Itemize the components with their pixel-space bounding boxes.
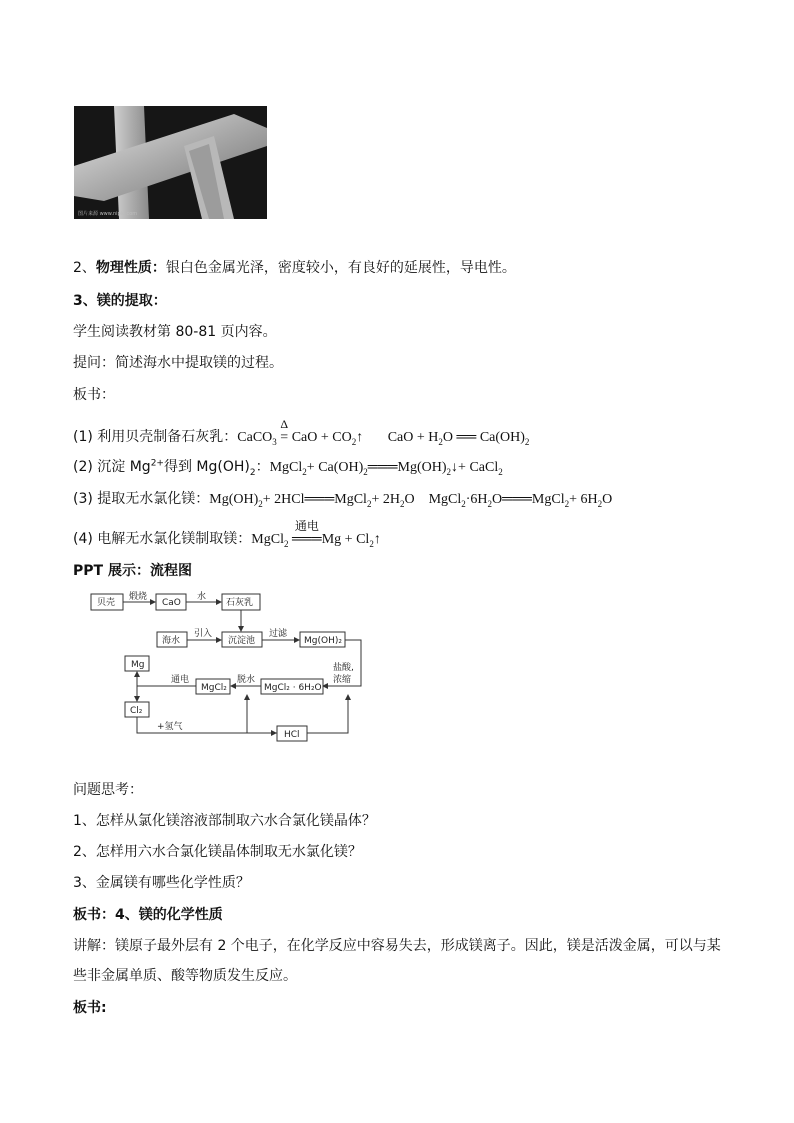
board-label-2: 板书:	[73, 1000, 107, 1016]
flow-seawater: 海水	[162, 636, 181, 646]
equation-4-prefix: (4) 电解无水氯化镁制取镁：	[73, 531, 252, 547]
flow-mgoh: Mg(OH)₂	[304, 636, 342, 646]
equation-1: (1) 利用贝壳制备石灰乳：CaCO$_3$ Δ = CaO + $CO_2↑$ CaO + $H_2O$ ══ $Ca(OH)_2$	[73, 427, 529, 448]
section-2-title: 物理性质：	[95, 260, 166, 276]
section-4-title: 板书：4、镁的化学性质	[73, 907, 223, 923]
heat-symbol: Δ	[280, 417, 289, 431]
flow-cl2: Cl₂	[130, 706, 143, 716]
flow-water: 水	[197, 592, 207, 602]
question-1: 1、怎样从氯化镁溶液部制取六水合氯化镁晶体？	[73, 813, 376, 829]
question-3: 3、金属镁有哪些化学性质？	[73, 875, 250, 891]
flow-tank: 沉淀池	[228, 636, 256, 646]
flow-cao: CaO	[162, 598, 181, 608]
equation-2: (2) 沉淀 $Mg^{2+}$得到 $Mg(OH)_2$：MgCl$_2$+ $Ca(OH)_2═══Mg(OH)_2↓+$ CaCl$_2$	[73, 458, 503, 478]
ppt-title: PPT 展示：流程图	[73, 563, 192, 579]
flow-elec: 通电	[171, 675, 190, 685]
equation-3-prefix: (3) 提取无水氯化镁：	[73, 491, 210, 507]
flow-hcl: HCl	[284, 730, 300, 740]
equation-2-mid: 得到 Mg(OH)	[163, 459, 250, 475]
magnesium-ingot-photo	[74, 106, 267, 219]
flow-dehydrate: 脱水	[237, 675, 256, 685]
photo-watermark: 图片来源 www.nipic.com	[78, 211, 138, 217]
equation-2-colon: ：	[255, 459, 270, 475]
reading-assignment: 学生阅读教材第 80-81 页内容。	[73, 324, 277, 340]
flow-shell: 贝壳	[97, 598, 116, 608]
lecture-line-2: 些非金属单质、酸等物质发生反应。	[73, 968, 297, 984]
flow-mgcl2: MgCl₂	[201, 683, 227, 693]
lecture-line-1: 讲解：镁原子最外层有 2 个电子，在化学反应中容易失去，形成镁离子。因此，镁是活泼金属，可以与某	[73, 938, 721, 954]
equation-4: (4) 电解无水氯化镁制取镁：MgCl$_2$ 通电 ═══Mg + $Cl_2↑$	[73, 529, 381, 550]
section-3-title: 3、镁的提取：	[73, 293, 167, 309]
flow-calcine: 煅烧	[129, 592, 148, 602]
flow-concentrate: 浓缩	[333, 675, 352, 685]
section-2-number: 2、	[73, 260, 96, 276]
question-2: 2、怎样用六水合氯化镁晶体制取无水氯化镁？	[73, 844, 362, 860]
flow-mg: Mg	[131, 660, 145, 670]
flow-hydrogen: +氢气	[157, 722, 183, 732]
electrolysis-label: 通电	[294, 519, 319, 533]
ingot-illustration	[74, 106, 267, 219]
question-prompt: 提问：简述海水中提取镁的过程。	[73, 355, 283, 371]
heat-condition: Δ =	[280, 428, 288, 448]
flow-acid: 盐酸,	[333, 663, 354, 673]
equation-2-prefix: (2) 沉淀 Mg	[73, 459, 151, 475]
flow-introduce: 引入	[194, 629, 213, 639]
physical-properties-line	[73, 258, 516, 278]
equation-3: (3) 提取无水氯化镁：$Mg(OH)_2+$ 2HCl═══MgCl$_2$+ $2H_2O$ $MgCl_2\cdot 6H_2O═══MgCl_2+ 6H_2O$	[73, 491, 613, 509]
electrolysis-condition: 通电 ═══	[292, 530, 322, 550]
equation-1-prefix: (1) 利用贝壳制备石灰乳：	[73, 429, 238, 445]
flow-hydrate: MgCl₂ · 6H₂O	[264, 683, 322, 693]
flow-filter: 过滤	[269, 629, 288, 639]
section-2-text: 银白色金属光泽，密度较小，有良好的延展性，导电性。	[165, 260, 516, 276]
thinking-label: 问题思考：	[73, 782, 143, 798]
extraction-flowchart	[89, 590, 379, 745]
flow-limemilk: 石灰乳	[226, 598, 254, 608]
board-label: 板书：	[73, 387, 115, 403]
